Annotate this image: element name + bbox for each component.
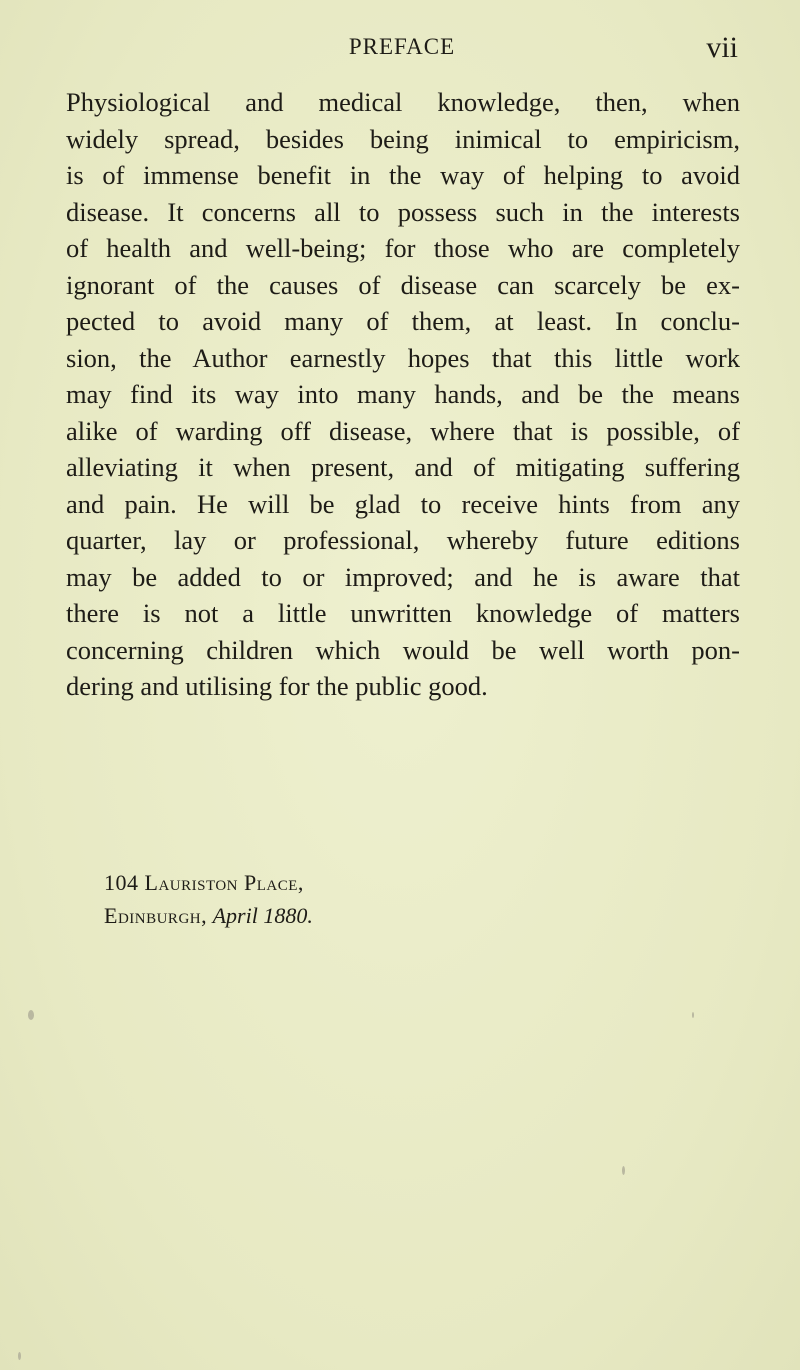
text-line: dering and utilising for the public good. — [66, 671, 488, 701]
text-line: is of immense benefit in the way of helping to avoid — [66, 160, 740, 190]
paper-speck — [692, 1012, 694, 1018]
text-line: sion, the Author earnestly hopes that this little work — [66, 342, 740, 373]
signature-date: April 1880. — [212, 903, 313, 928]
text-line: Physiological and medical knowledge, then, when — [66, 87, 740, 117]
preface-paragraph — [66, 84, 740, 705]
text-line: quarter, lay or professional, whereby future editions — [66, 525, 740, 555]
text-line: and pain. He will be glad to receive hints from any — [66, 488, 740, 519]
text-line: of health and well-being; for those who are completely — [66, 233, 740, 263]
signature-address: 104 Lauriston Place, — [104, 870, 304, 895]
running-title: PREFACE — [348, 34, 456, 59]
text-line: pected to avoid many of them, at least. In conclu- — [66, 306, 740, 336]
paper-speck — [28, 1010, 34, 1020]
text-line: alleviating it when present, and of mitigating suffering — [66, 452, 740, 482]
text-line: ignorant of the causes of disease can scarcely be ex- — [66, 269, 740, 300]
text-line: concerning children which would be well worth pon- — [66, 634, 740, 665]
text-line: widely spread, besides being inimical to empiricism, — [66, 123, 740, 154]
page-number: vii — [706, 31, 738, 64]
text-line: may find its way into many hands, and be the means — [66, 379, 740, 409]
signature-place-date — [104, 899, 313, 932]
text-line: alike of warding off disease, where that is possible, of — [66, 415, 740, 446]
text-line: may be added to or improved; and he is aware that — [66, 561, 740, 592]
signature-block — [104, 866, 313, 932]
paper-speck — [622, 1166, 625, 1175]
text-line: there is not a little unwritten knowledge of matters — [66, 598, 740, 628]
signature-city: Edinburgh, — [104, 903, 208, 928]
paper-speck — [18, 1352, 21, 1360]
text-line: disease. It concerns all to possess such in the interests — [66, 196, 740, 227]
running-head — [66, 31, 738, 70]
